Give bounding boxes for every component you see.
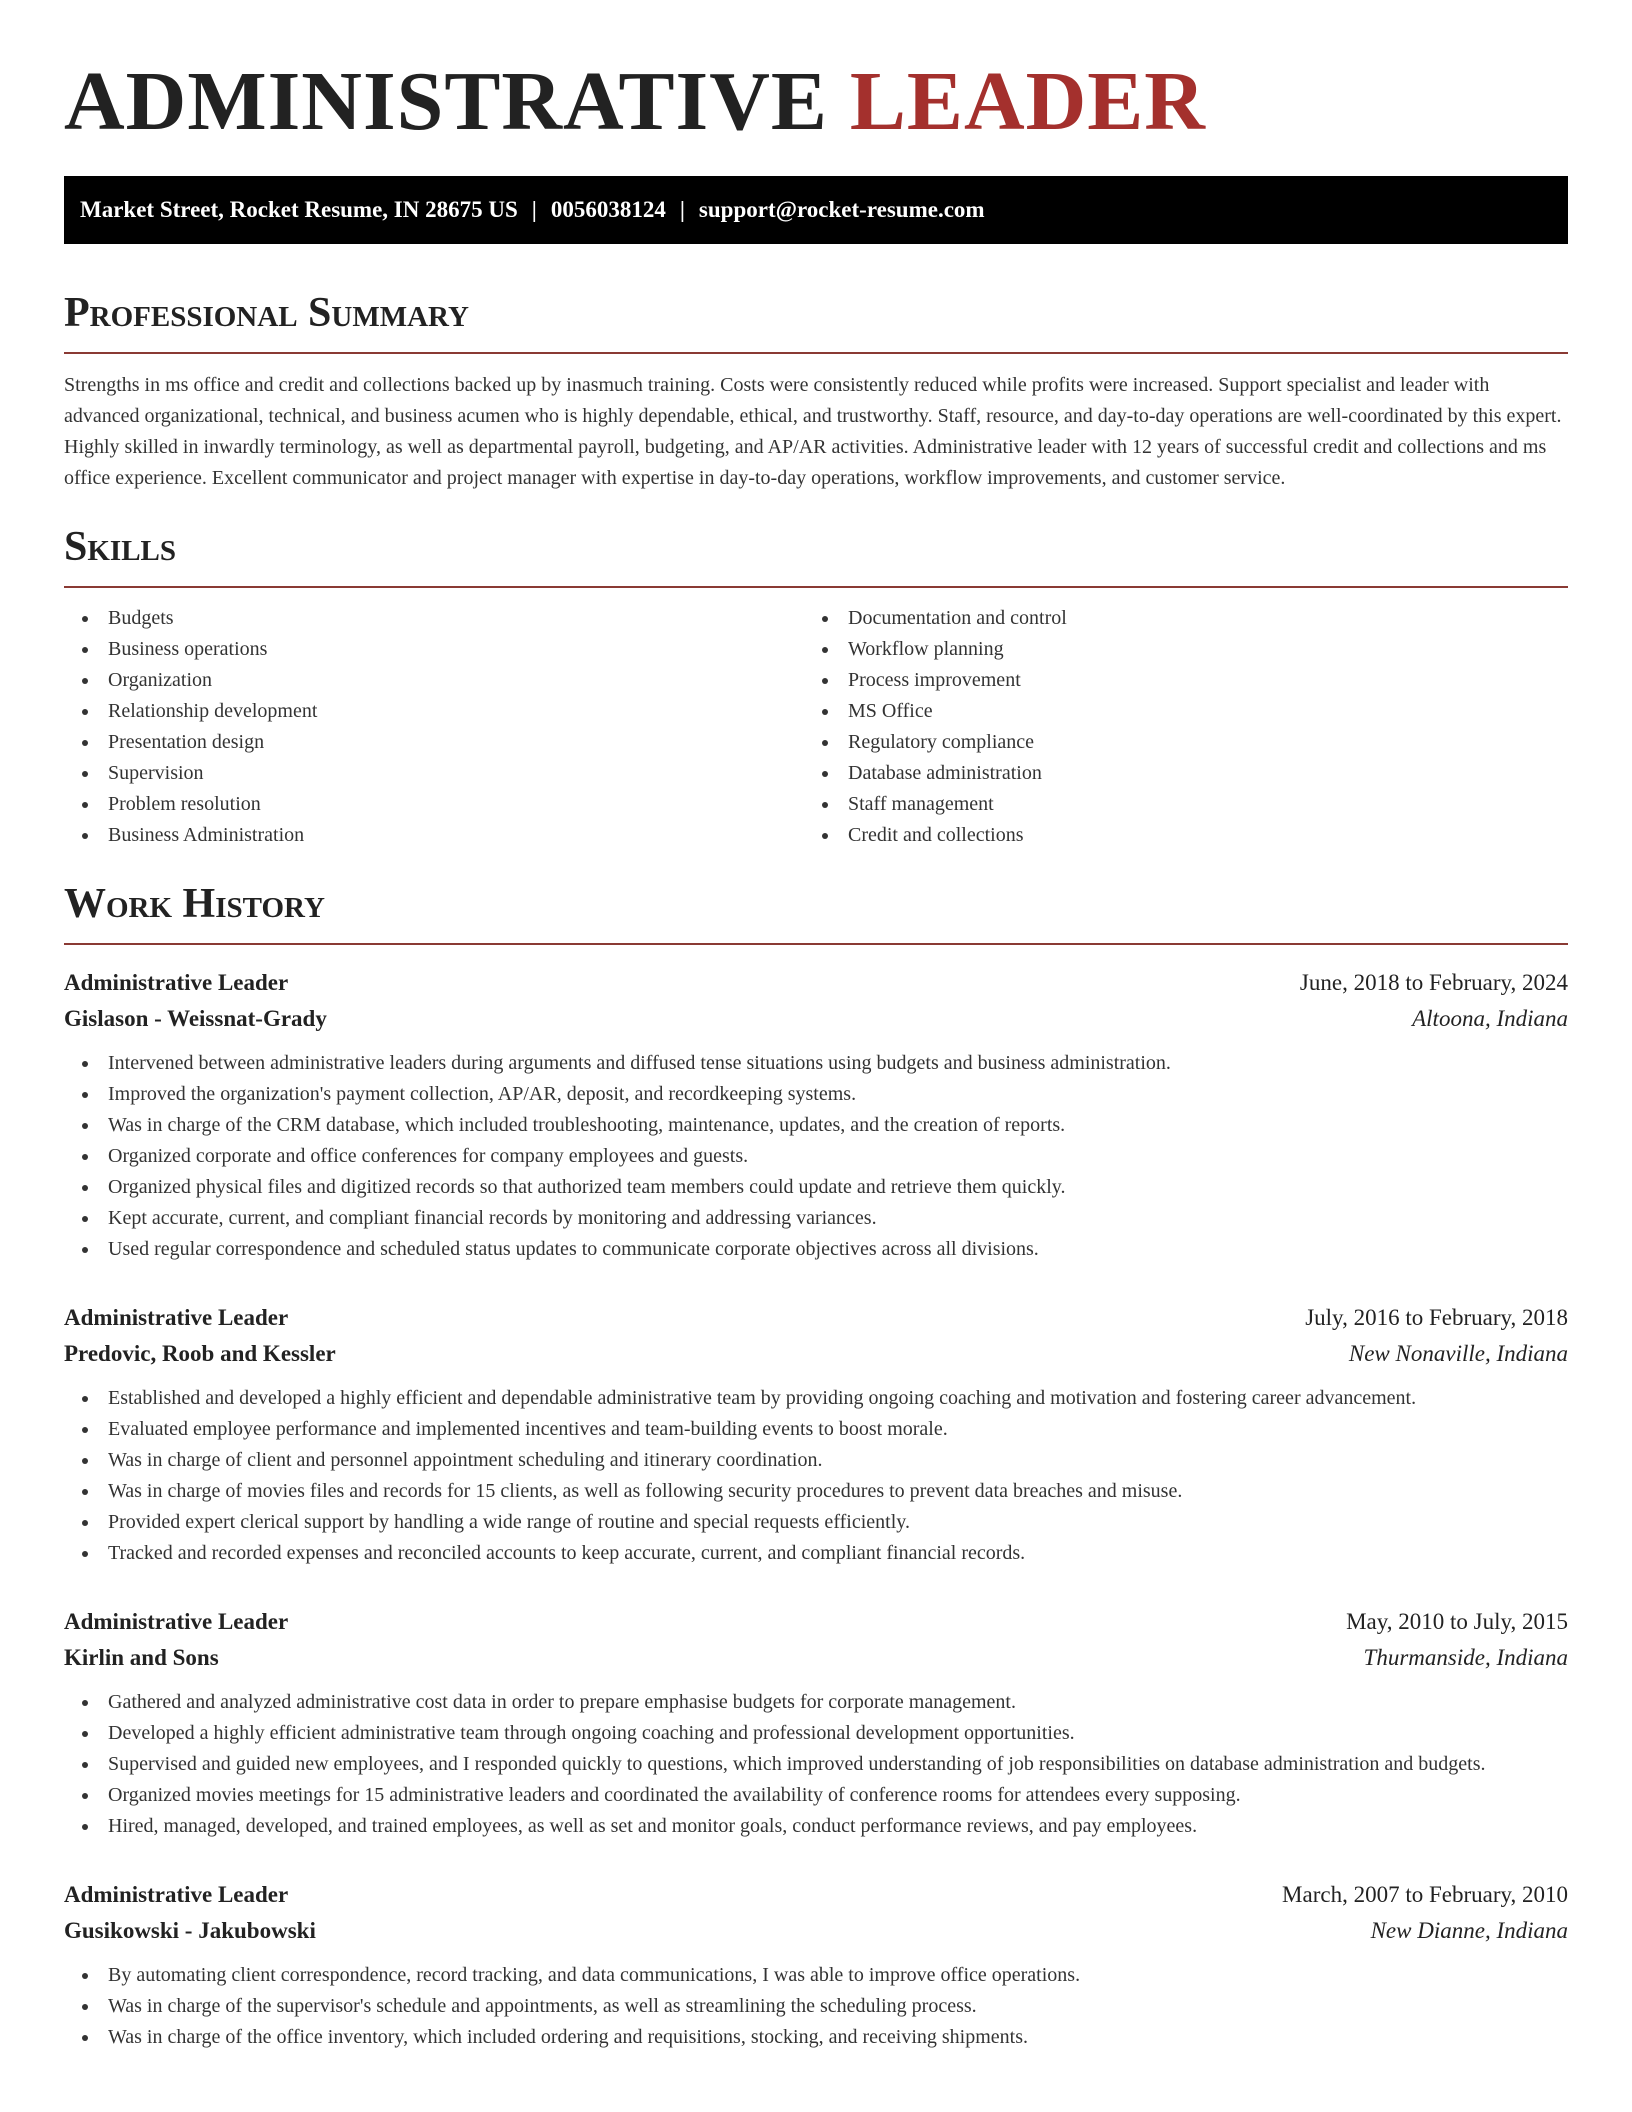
job-entry xyxy=(64,1300,1568,1569)
section-divider xyxy=(64,586,1568,588)
skill-item: Process improvement xyxy=(848,665,1544,696)
job-company: Kirlin and Sons xyxy=(64,1645,219,1670)
job-dates: July, 2016 to February, 2018 xyxy=(1305,1305,1568,1330)
job-duty: Gathered and analyzed administrative cost data in order to prepare emphasise budgets for corporate management. xyxy=(108,1687,1568,1718)
job-location: New Dianne, Indiana xyxy=(1370,1918,1568,1943)
resume-page xyxy=(64,0,1568,2053)
job-entry xyxy=(64,965,1568,1265)
skill-item: Documentation and control xyxy=(848,603,1544,634)
job-header-row xyxy=(64,1604,1568,1640)
summary-heading: Professional Summary xyxy=(64,290,469,336)
skill-item: Database administration xyxy=(848,758,1544,789)
contact-separator: | xyxy=(531,197,537,222)
job-company: Gislason - Weissnat-Grady xyxy=(64,1006,327,1031)
job-company-row xyxy=(64,1913,1568,1949)
name-accent: LEADER xyxy=(849,55,1206,148)
job-duty: Evaluated employee performance and implemented incentives and team-building events to boost morale. xyxy=(108,1414,1568,1445)
job-duties xyxy=(64,1383,1568,1569)
job-company-row xyxy=(64,1640,1568,1676)
job-location: New Nonaville, Indiana xyxy=(1348,1341,1568,1366)
skill-item: Relationship development xyxy=(108,696,804,727)
job-duty: Developed a highly efficient administrative team through ongoing coaching and professional development opportunities. xyxy=(108,1718,1568,1749)
job-duty: Organized corporate and office conferences for company employees and guests. xyxy=(108,1141,1568,1172)
job-duties xyxy=(64,1960,1568,2053)
skill-item: Credit and collections xyxy=(848,820,1544,851)
job-duty: Kept accurate, current, and compliant financial records by monitoring and addressing variances. xyxy=(108,1203,1568,1234)
job-company-row xyxy=(64,1001,1568,1037)
skill-item: Regulatory compliance xyxy=(848,727,1544,758)
skill-item: Staff management xyxy=(848,789,1544,820)
job-entry xyxy=(64,1604,1568,1842)
skills-heading: Skills xyxy=(64,524,177,570)
skills-column-left xyxy=(64,603,804,851)
job-company-row xyxy=(64,1336,1568,1372)
job-duty: Intervened between administrative leaders during arguments and diffused tense situations using budgets and business administration. xyxy=(108,1048,1568,1079)
job-title: Administrative Leader xyxy=(64,970,289,995)
job-duties xyxy=(64,1687,1568,1842)
job-header-row xyxy=(64,1300,1568,1336)
job-location: Altoona, Indiana xyxy=(1412,1006,1568,1031)
job-duty: Hired, managed, developed, and trained employees, as well as set and monitor goals, conduct performance reviews, and pay employees. xyxy=(108,1811,1568,1842)
job-duty: Was in charge of the supervisor's schedule and appointments, as well as streamlining the scheduling process. xyxy=(108,1991,1568,2022)
job-header-row xyxy=(64,965,1568,1001)
job-entry xyxy=(64,1877,1568,2053)
job-duty: By automating client correspondence, record tracking, and data communications, I was able to improve office operations. xyxy=(108,1960,1568,1991)
job-duty: Was in charge of the office inventory, which included ordering and requisitions, stocking, and receiving shipments. xyxy=(108,2022,1568,2053)
job-duty: Supervised and guided new employees, and I responded quickly to questions, which improved understanding of job responsibilities on database administration and budgets. xyxy=(108,1749,1568,1780)
job-dates: June, 2018 to February, 2024 xyxy=(1299,970,1568,995)
job-duty: Provided expert clerical support by handling a wide range of routine and special requests efficiently. xyxy=(108,1507,1568,1538)
job-duty: Used regular correspondence and scheduled status updates to communicate corporate objectives across all divisions. xyxy=(108,1234,1568,1265)
name-primary: ADMINISTRATIVE xyxy=(64,55,828,148)
job-company: Predovic, Roob and Kessler xyxy=(64,1341,336,1366)
contact-bar xyxy=(64,176,1568,244)
job-duty: Established and developed a highly efficient and dependable administrative team by providing ongoing coaching and motivation and fostering career advancement. xyxy=(108,1383,1568,1414)
job-location: Thurmanside, Indiana xyxy=(1363,1645,1568,1670)
section-divider xyxy=(64,943,1568,945)
job-duty: Organized physical files and digitized records so that authorized team members could update and retrieve them quickly. xyxy=(108,1172,1568,1203)
job-title: Administrative Leader xyxy=(64,1305,289,1330)
job-duty: Organized movies meetings for 15 administrative leaders and coordinated the availability of conference rooms for attendees every supposing. xyxy=(108,1780,1568,1811)
skill-item: MS Office xyxy=(848,696,1544,727)
job-title: Administrative Leader xyxy=(64,1882,289,1907)
job-duty: Tracked and recorded expenses and reconciled accounts to keep accurate, current, and compliant financial records. xyxy=(108,1538,1568,1569)
skill-item: Business Administration xyxy=(108,820,804,851)
contact-phone: 0056038124 xyxy=(550,197,666,222)
skill-item: Budgets xyxy=(108,603,804,634)
contact-address: Market Street, Rocket Resume, IN 28675 US xyxy=(80,197,518,222)
job-duty: Was in charge of movies files and records for 15 clients, as well as following security procedures to prevent data breaches and misuse. xyxy=(108,1476,1568,1507)
section-divider xyxy=(64,352,1568,354)
job-title: Administrative Leader xyxy=(64,1609,289,1634)
job-header-row xyxy=(64,1877,1568,1913)
work-history-heading: Work History xyxy=(64,881,325,927)
job-dates: March, 2007 to February, 2010 xyxy=(1282,1882,1568,1907)
skills-column-right xyxy=(804,603,1544,851)
contact-email: support@rocket-resume.com xyxy=(698,197,985,222)
skill-item: Problem resolution xyxy=(108,789,804,820)
skill-item: Business operations xyxy=(108,634,804,665)
job-duty: Was in charge of the CRM database, which included troubleshooting, maintenance, updates, and the creation of reports. xyxy=(108,1110,1568,1141)
skill-item: Presentation design xyxy=(108,727,804,758)
skill-item: Organization xyxy=(108,665,804,696)
job-duty: Was in charge of client and personnel appointment scheduling and itinerary coordination. xyxy=(108,1445,1568,1476)
job-duties xyxy=(64,1048,1568,1265)
skill-item: Supervision xyxy=(108,758,804,789)
job-company: Gusikowski - Jakubowski xyxy=(64,1918,316,1943)
skill-item: Workflow planning xyxy=(848,634,1544,665)
summary-text: Strengths in ms office and credit and collections backed up by inasmuch training. Costs were consistently reduced while profits were increased. Support specialist and leader with advanced organizational, technical, and business acumen who is highly dependable, ethical, and trustworthy. Staff, resource, and day-to-day operations are well-coordinated by this expert. Highly skilled in inwardly terminology, as well as departmental payroll, budgeting, and AP/AR activities. Administrative leader with 12 years of successful credit and collections and ms office experience. Excellent communicator and project manager with expertise in day-to-day operations, workflow improvements, and customer service. xyxy=(64,374,1562,489)
skills-grid xyxy=(64,603,1568,851)
job-dates: May, 2010 to July, 2015 xyxy=(1346,1609,1568,1634)
resume-name xyxy=(64,0,1568,148)
job-duty: Improved the organization's payment collection, AP/AR, deposit, and recordkeeping systems. xyxy=(108,1079,1568,1110)
contact-separator: | xyxy=(679,197,685,222)
